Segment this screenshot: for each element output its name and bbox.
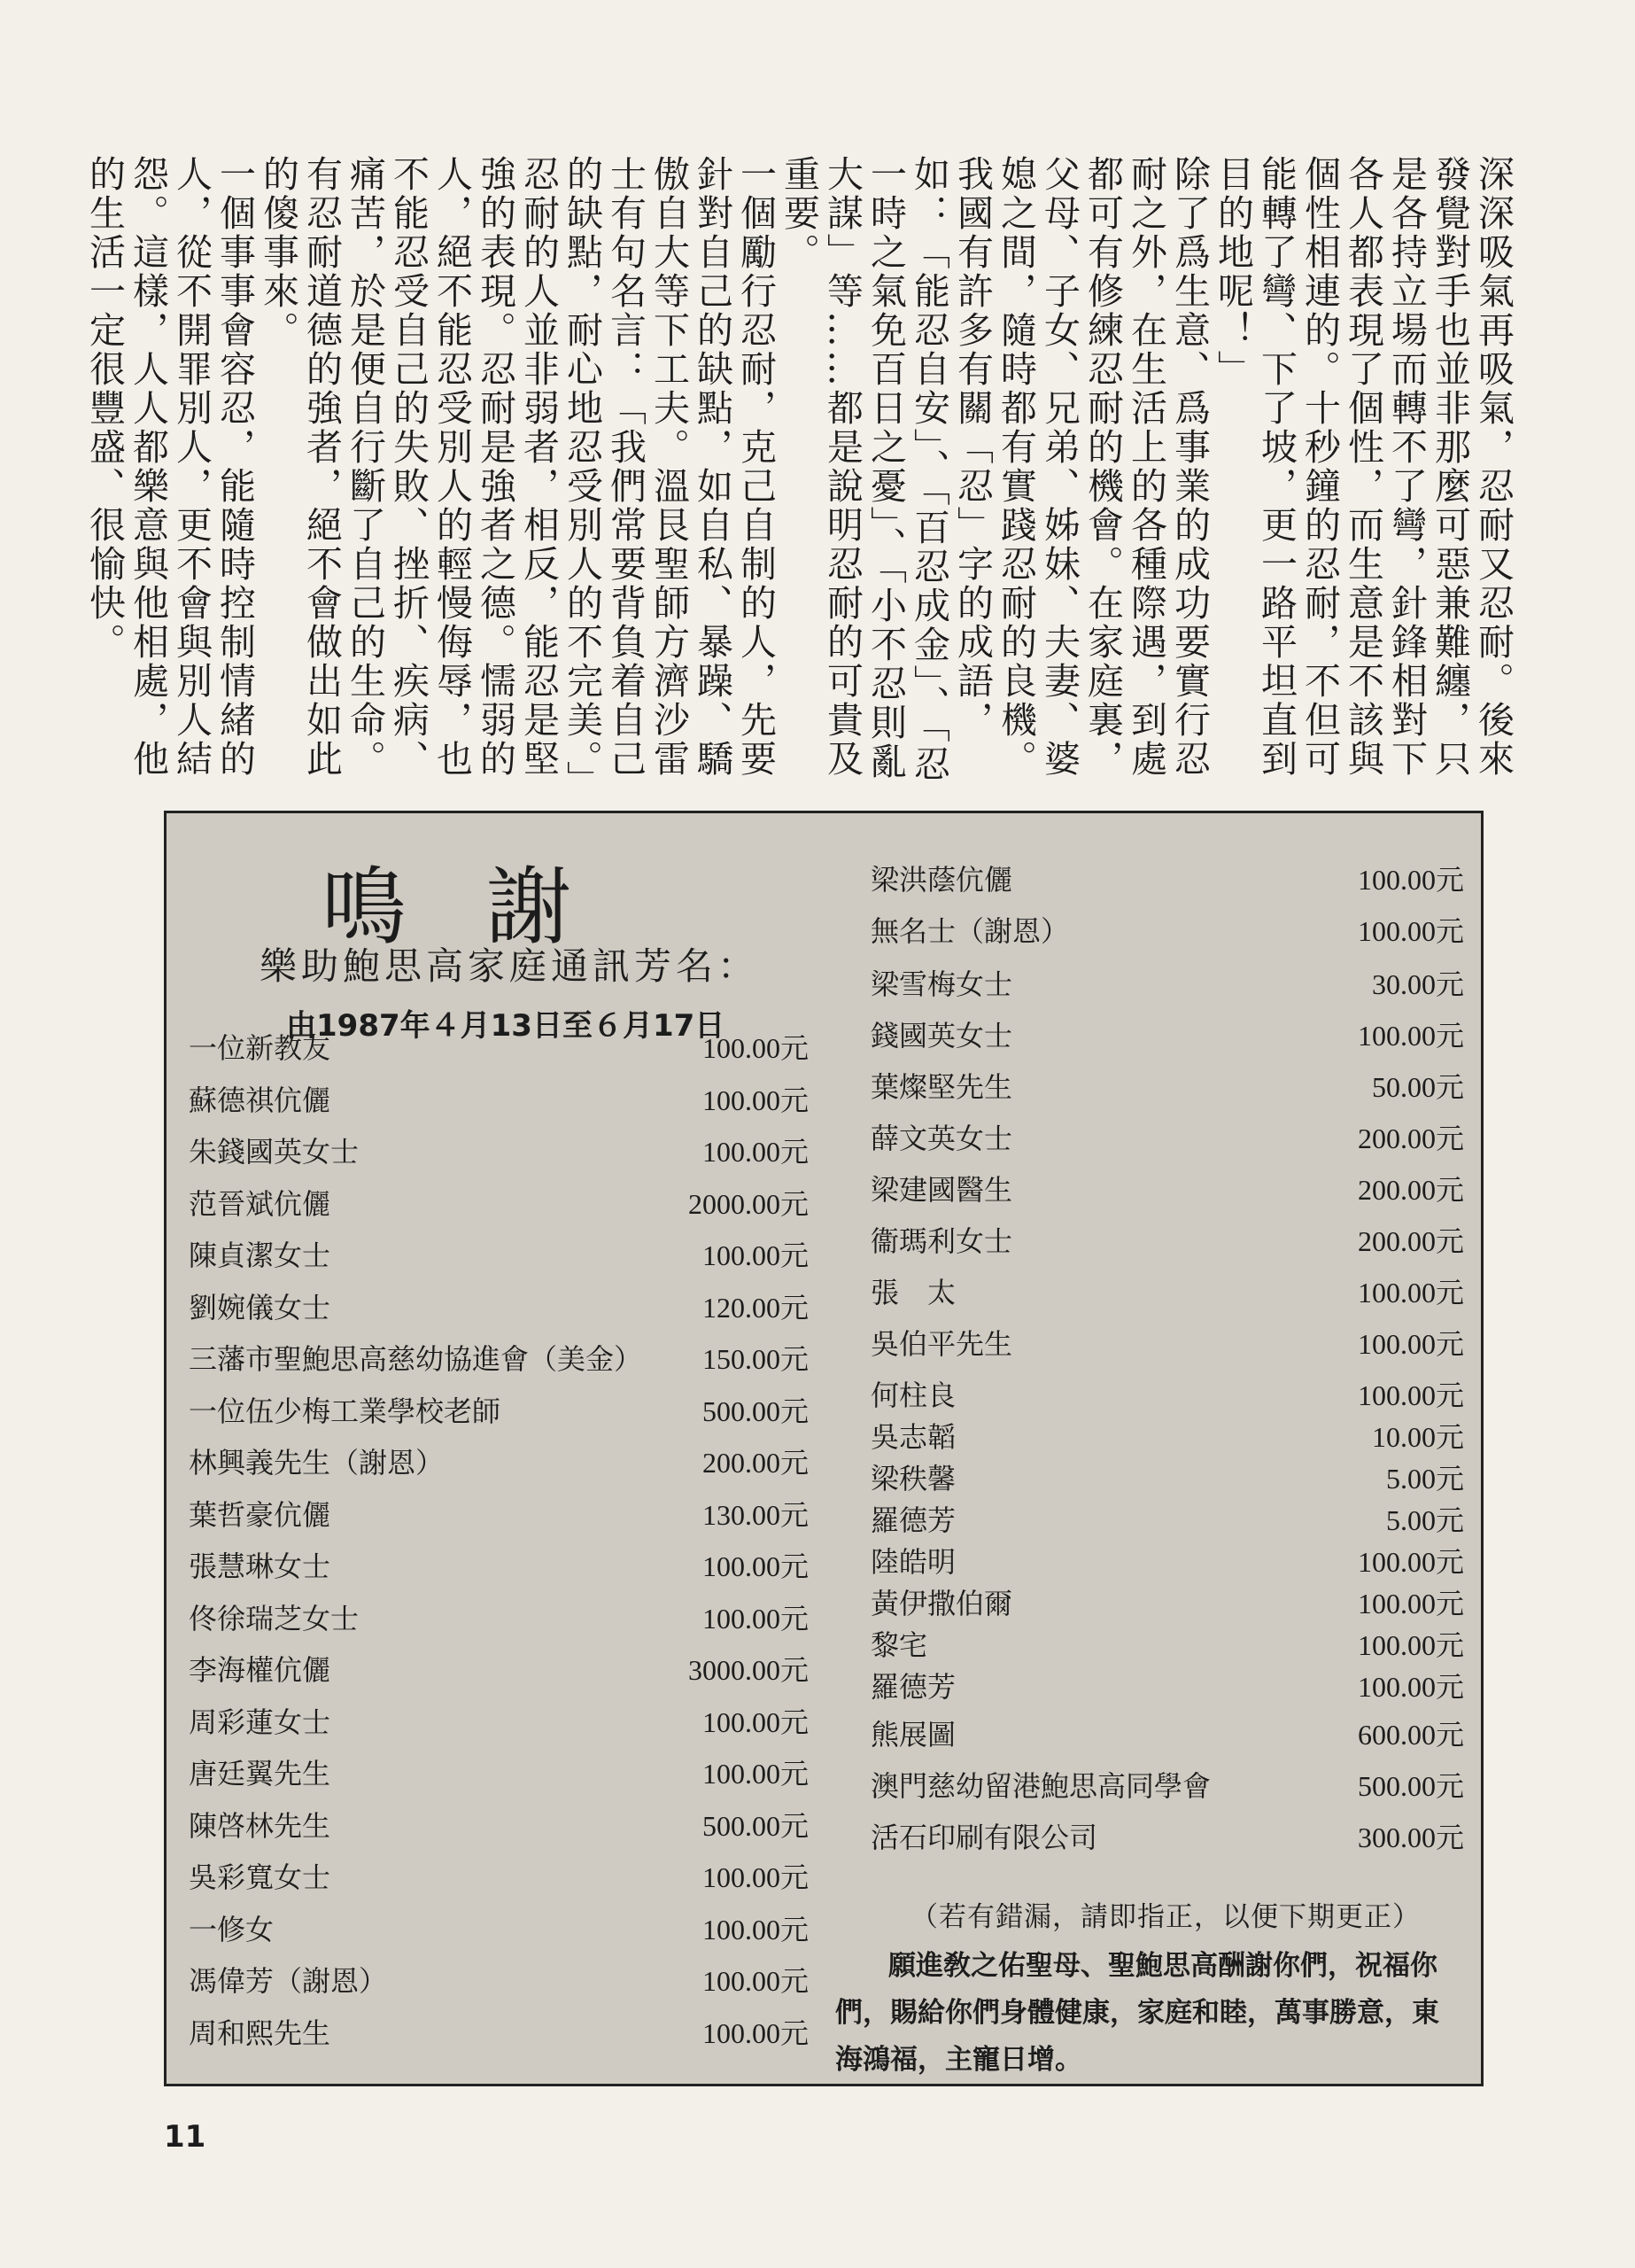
- donor-row: [189, 1389, 809, 1441]
- acknowledgement-box: [164, 811, 1484, 2086]
- donation-amount: 200.00元: [1357, 1174, 1464, 1206]
- donation-amount: 500.00元: [1357, 1770, 1464, 1802]
- donation-amount: 100.00元: [701, 1913, 809, 1946]
- donor-row: [871, 1219, 1464, 1270]
- donor-row: [189, 1751, 809, 1804]
- donor-row: [189, 1337, 809, 1389]
- donation-amount: 100.00元: [1357, 1671, 1464, 1703]
- donor-name: 黃伊撒伯爾: [871, 1587, 1013, 1620]
- donor-name: 張 太: [871, 1276, 957, 1309]
- donation-amount: 100.00元: [1357, 1277, 1464, 1309]
- donation-amount: 300.00元: [1357, 1821, 1464, 1853]
- donor-name: 梁建國醫生: [871, 1173, 1013, 1207]
- donor-name: 一位新教友: [189, 1031, 331, 1065]
- donor-name: 熊展圖: [871, 1718, 957, 1751]
- donation-amount: 150.00元: [701, 1343, 809, 1375]
- article-vertical-text: [83, 155, 1515, 802]
- donor-row: [189, 1544, 809, 1596]
- donor-row: [189, 1130, 809, 1182]
- donor-row: [871, 1014, 1464, 1065]
- donation-amount: 10.00元: [1371, 1421, 1464, 1453]
- donor-name: 羅德芳: [871, 1670, 957, 1704]
- donor-name: 劉婉儀女士: [189, 1290, 331, 1324]
- donor-row: [189, 1959, 809, 2011]
- article-paragraph: 一個事事會容忍，能隨時控制情緒的人，從不開罪別人，更不會與別人結怨。這樣，人人都樂意與他相處，他的生活一定很豐盛、很愉快。: [83, 155, 256, 779]
- donor-row: [871, 909, 1464, 962]
- donor-name: 三藩市聖鮑思高慈幼協進會（美金）: [189, 1342, 643, 1376]
- donor-name: 薛文英女士: [871, 1122, 1013, 1155]
- donor-row: [189, 1441, 809, 1493]
- donation-amount: 500.00元: [701, 1809, 809, 1842]
- donor-name: 梁秩馨: [871, 1462, 957, 1495]
- donation-amount: 120.00元: [701, 1291, 809, 1324]
- donor-row: [189, 1285, 809, 1338]
- donor-row: [871, 1065, 1464, 1116]
- donation-amount: 100.00元: [1357, 1328, 1464, 1360]
- donor-row: [189, 1804, 809, 1856]
- blessing-text: 願進敎之佑聖母、聖鮑思高酬謝你們，祝福你們，賜給你們身體健康，家庭和睦，萬事勝意，東海鴻福，主寵日增。: [835, 1950, 1439, 2076]
- donor-row: [871, 1498, 1464, 1540]
- donor-row: [871, 858, 1464, 909]
- donor-row: [189, 2011, 809, 2063]
- donation-amount: 50.00元: [1371, 1071, 1464, 1103]
- donation-amount: 100.00元: [701, 1239, 809, 1271]
- donor-row: [871, 1665, 1464, 1713]
- donor-name: 范晉斌伉儷: [189, 1186, 331, 1221]
- donor-name: 活石印刷有限公司: [871, 1821, 1098, 1854]
- donor-row: [871, 1415, 1464, 1456]
- donor-row: [189, 1700, 809, 1752]
- donor-name: 唐廷翼先生: [189, 1757, 331, 1790]
- donor-row: [871, 1815, 1464, 1867]
- donor-name: 梁洪蔭伉儷: [871, 863, 1013, 897]
- donor-row: [871, 1540, 1464, 1581]
- donation-amount: 100.00元: [701, 1032, 809, 1064]
- article-paragraph: 忍耐的人並非弱者，相反，能忍是堅強的表現。忍耐是強者之德。懦弱的人，絕不能忍受別人的輕慢侮辱，也不能忍受自己的失敗、挫折、疾病、痛苦，於是便自行斷了自己的生命。有忍耐道德的強者，絕不會做出如此的傻事來。: [257, 155, 560, 779]
- donation-amount: 200.00元: [701, 1447, 809, 1479]
- donor-row: [871, 1713, 1464, 1764]
- donor-row: [189, 1182, 809, 1234]
- donation-amount: 100.00元: [701, 1550, 809, 1582]
- donor-name: 佟徐瑞芝女士: [189, 1601, 360, 1635]
- donor-name: 葉哲豪伉儷: [189, 1497, 331, 1532]
- donor-name: 吳志韜: [871, 1420, 957, 1454]
- donor-name: 林興義先生（謝恩）: [189, 1446, 445, 1480]
- donor-row: [189, 1648, 809, 1700]
- acknowledgement-subtitle: 樂助鮑思高家庭通訊芳名：: [260, 944, 760, 988]
- donor-name: 李海權伉儷: [189, 1653, 331, 1687]
- acknowledgement-date-range: 由1987年４月13日至６月17日: [286, 1008, 725, 1044]
- donation-amount: 130.00元: [701, 1498, 809, 1531]
- donation-amount: 100.00元: [1357, 1379, 1464, 1411]
- donor-row: [871, 1116, 1464, 1168]
- donor-row: [189, 1907, 809, 1960]
- donor-name: 衞瑪利女士: [871, 1224, 1013, 1258]
- donor-name: 周和熙先生: [189, 2016, 331, 2050]
- donor-name: 蘇德祺伉儷: [189, 1083, 331, 1117]
- donation-amount: 100.00元: [1357, 1020, 1464, 1052]
- donation-amount: 200.00元: [1357, 1122, 1464, 1154]
- donor-name: 一修女: [189, 1912, 275, 1946]
- donor-row: [871, 1270, 1464, 1322]
- donor-row: [189, 1493, 809, 1545]
- correction-note: （若有錯漏，請即指正，以便下期更正）: [910, 1901, 1421, 1933]
- donation-amount: 100.00元: [1357, 864, 1464, 896]
- donor-list-left: [189, 1026, 809, 2062]
- donor-name: 陳貞潔女士: [189, 1239, 331, 1272]
- donation-amount: 100.00元: [701, 1136, 809, 1168]
- donor-name: 吳彩寬女士: [189, 1860, 331, 1894]
- donor-row: [871, 1581, 1464, 1623]
- donor-row: [871, 1456, 1464, 1498]
- donor-name: 無名士（謝恩）: [871, 914, 1070, 948]
- donor-row: [871, 962, 1464, 1014]
- donation-amount: 100.00元: [701, 1758, 809, 1790]
- donation-amount: 100.00元: [1357, 1588, 1464, 1619]
- donor-name: 馮偉芳（謝恩）: [189, 1964, 388, 1998]
- donor-name: 黎宅: [871, 1628, 928, 1662]
- page-number: 11: [164, 2119, 206, 2155]
- donation-amount: 500.00元: [701, 1394, 809, 1427]
- donor-name: 澳門慈幼留港鮑思高同學會: [871, 1769, 1212, 1803]
- donor-row: [189, 1078, 809, 1130]
- donor-name: 周彩蓮女士: [189, 1705, 331, 1739]
- donation-amount: 5.00元: [1385, 1504, 1464, 1536]
- donor-name: 錢國英女士: [871, 1019, 1013, 1052]
- article-paragraph: 一個勵行忍耐，克己自制的人，先要針對自己的缺點，如自私、暴躁、驕傲自大等下工夫。溫艮聖師方濟沙雷士有句名言：「我們常要背負着自己的缺點，耐心地忍受別人的不完美。」: [561, 155, 777, 800]
- acknowledgement-title: 鳴謝: [322, 858, 651, 957]
- article-paragraph: 除了爲生意、爲事業的成功要實行忍耐之外，在生活上的各種際遇，到處都可有修練忍耐的機會。在家庭裏，父母、子女、兄弟、姊妹、夫妻、婆媳之間，隨時都有實踐忍耐的良機。: [995, 155, 1211, 779]
- donation-amount: 5.00元: [1385, 1463, 1464, 1495]
- donor-row: [871, 1168, 1464, 1219]
- donor-list-right: [871, 858, 1464, 1867]
- donation-amount: 200.00元: [1357, 1225, 1464, 1257]
- article-paragraph: 深深吸氣再吸氣，忍耐又忍耐。後來發覺對手也並非那麼可惡兼難纏，只是各持立場而轉不了彎，針鋒相對下各人都表現了個性，而生意是不該與個性相連的。十秒鐘的忍耐，不但可能轉了彎、下了坡，更一路平坦直到目的地呢！」: [1212, 155, 1515, 779]
- donation-amount: 100.00元: [701, 1602, 809, 1635]
- donor-row: [871, 1373, 1464, 1415]
- donor-name: 梁雪梅女士: [871, 967, 1013, 1001]
- donation-amount: 100.00元: [701, 1965, 809, 1997]
- donor-row: [189, 1855, 809, 1907]
- donor-name: 一位伍少梅工業學校老師: [189, 1394, 501, 1428]
- donation-amount: 2000.00元: [687, 1187, 809, 1220]
- donation-amount: 3000.00元: [687, 1654, 809, 1686]
- donor-row: [189, 1233, 809, 1285]
- donation-amount: 100.00元: [701, 1705, 809, 1738]
- donor-name: 陸皓明: [871, 1545, 957, 1579]
- donor-name: 張慧琳女士: [189, 1550, 331, 1583]
- donation-amount: 100.00元: [701, 2016, 809, 2049]
- donation-amount: 100.00元: [1357, 915, 1464, 947]
- donation-amount: 100.00元: [1357, 1629, 1464, 1661]
- donor-name: 何柱良: [871, 1379, 957, 1412]
- donation-amount: 30.00元: [1371, 968, 1464, 1000]
- donation-amount: 100.00元: [1357, 1546, 1464, 1578]
- donation-amount: 100.00元: [701, 1861, 809, 1893]
- donor-row: [189, 1596, 809, 1649]
- donor-name: 羅德芳: [871, 1503, 957, 1537]
- donor-row: [871, 1623, 1464, 1665]
- article-paragraph: 我國有許多有關「忍」字的成語，如：「能忍自安」、「百忍成金」、「忍一時之氣免百日之憂」、「小不忍則亂大謀」等……都是說明忍耐的可貴及重要。: [778, 155, 994, 784]
- donor-name: 朱錢國英女士: [189, 1135, 360, 1169]
- donor-row: [189, 1026, 809, 1078]
- donation-amount: 100.00元: [701, 1084, 809, 1116]
- donor-name: 葉燦堅先生: [871, 1070, 1013, 1104]
- donor-name: 陳啓林先生: [189, 1808, 331, 1843]
- donation-amount: 600.00元: [1357, 1719, 1464, 1751]
- donor-row: [871, 1764, 1464, 1815]
- donor-row: [871, 1322, 1464, 1373]
- donor-name: 吳伯平先生: [871, 1327, 1013, 1361]
